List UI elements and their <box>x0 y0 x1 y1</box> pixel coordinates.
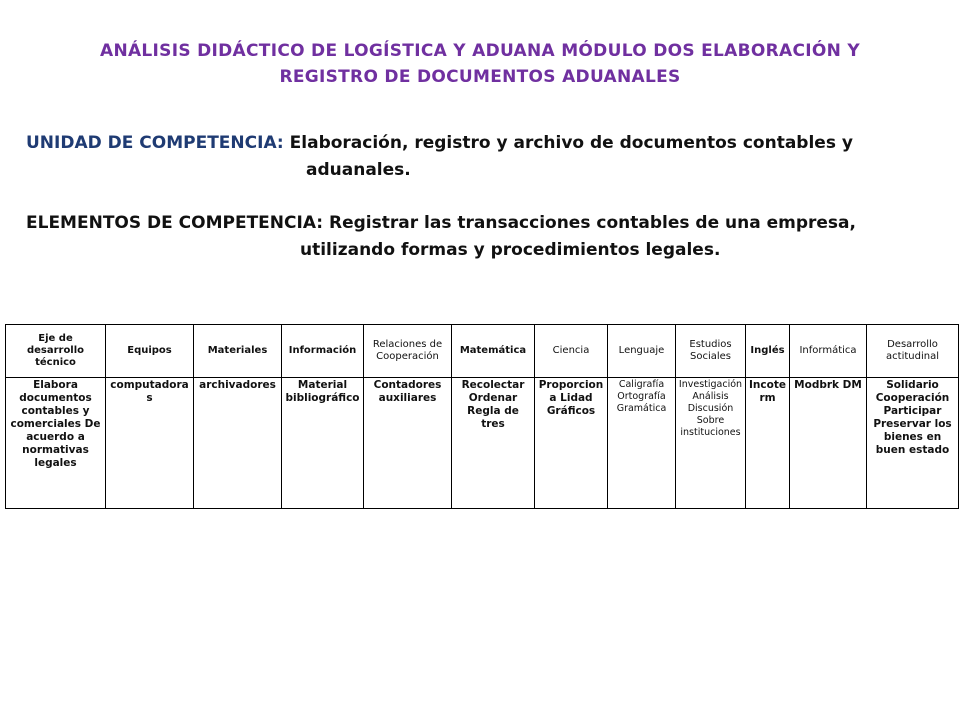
table-header: Ciencia <box>535 325 608 378</box>
table-header: Equipos <box>106 325 194 378</box>
table-cell: Solidario Cooperación Participar Preservar los bienes en buen estado <box>867 378 959 509</box>
table-cell: Investigación Análisis Discusión Sobre instituciones <box>676 378 746 509</box>
table-cell: Contadores auxiliares <box>364 378 452 509</box>
title-line-2: REGISTRO DE DOCUMENTOS ADUANALES <box>279 67 681 87</box>
competency-elements-text-2: utilizando formas y procedimientos legales. <box>300 240 721 260</box>
competency-unit-label: UNIDAD DE COMPETENCIA: <box>26 133 284 153</box>
table-header: Eje de desarrollo técnico <box>6 325 106 378</box>
competency-unit <box>26 130 936 184</box>
table-header-row <box>6 325 959 378</box>
competency-unit-text-1: Elaboración, registro y archivo de documentos contables y <box>289 133 853 153</box>
table-cell: Proporciona Lidad Gráficos <box>535 378 608 509</box>
table-header: Informática <box>790 325 867 378</box>
table-header: Lenguaje <box>608 325 676 378</box>
table-cell: Modbrk DM <box>790 378 867 509</box>
table-header: Desarrollo actitudinal <box>867 325 959 378</box>
table-header: Materiales <box>194 325 282 378</box>
competency-unit-text-2: aduanales. <box>306 160 411 180</box>
competency-elements-label: ELEMENTOS DE COMPETENCIA: <box>26 213 324 233</box>
table-header: Información <box>282 325 364 378</box>
table-cell: Incoterm <box>746 378 790 509</box>
table-cell: Elabora documentos contables y comerciales De acuerdo a normativas legales <box>6 378 106 509</box>
table-cell: Caligrafía Ortografía Gramática <box>608 378 676 509</box>
table-header: Estudios Sociales <box>676 325 746 378</box>
table-header: Inglés <box>746 325 790 378</box>
table-cell: Recolectar Ordenar Regla de tres <box>452 378 535 509</box>
page-title <box>40 38 920 90</box>
table-header: Relaciones de Cooperación <box>364 325 452 378</box>
table-cell: archivadores <box>194 378 282 509</box>
title-line-1: ANÁLISIS DIDÁCTICO DE LOGÍSTICA Y ADUANA MÓDULO DOS ELABORACIÓN Y <box>99 41 860 61</box>
competency-elements-text-1: Registrar las transacciones contables de una empresa, <box>329 213 856 233</box>
table-header: Matemática <box>452 325 535 378</box>
table-row <box>6 378 959 509</box>
competency-elements <box>26 210 936 264</box>
table-cell: Material bibliográfico <box>282 378 364 509</box>
table-cell: computadoras <box>106 378 194 509</box>
didactic-analysis-table <box>5 324 959 509</box>
